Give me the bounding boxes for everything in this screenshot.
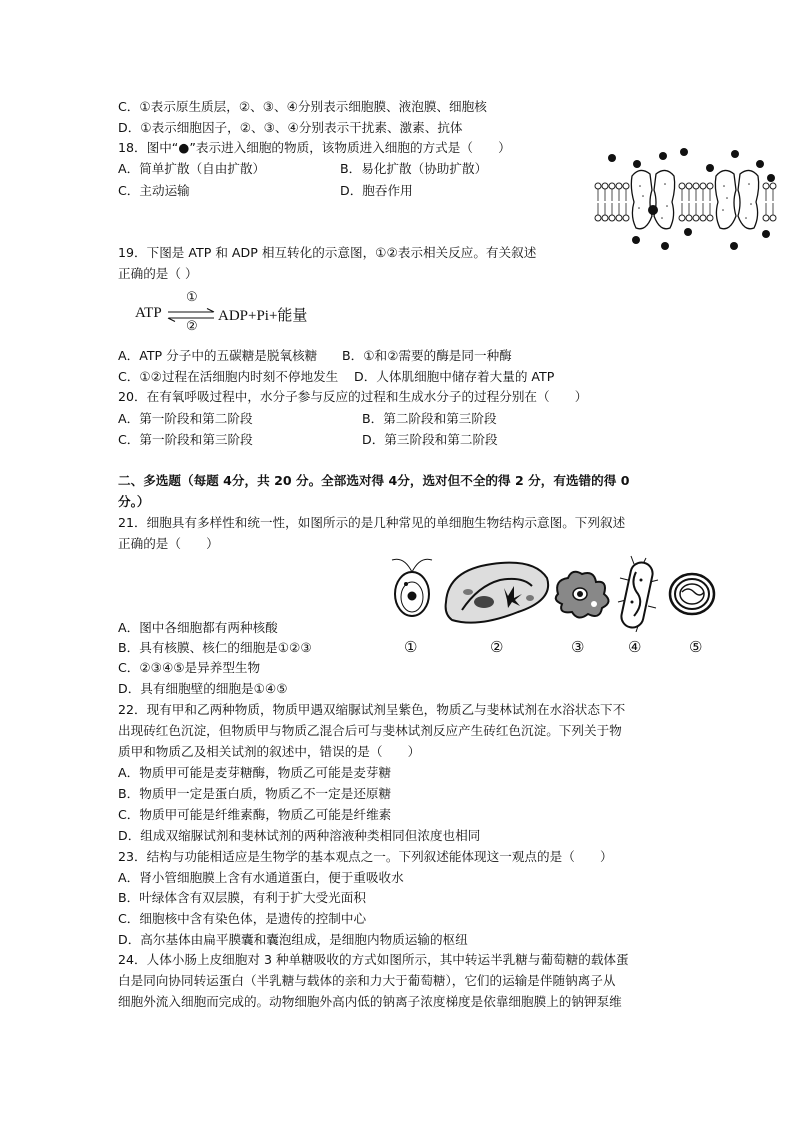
reaction-1-label: ① — [186, 289, 198, 304]
solute-dot — [762, 230, 770, 238]
q19-option-a: A．ATP 分子中的五碳糖是脱氧核糖 — [118, 348, 318, 363]
q20-option-a: A．第一阶段和第二阶段 — [118, 411, 253, 426]
membrane-transport-figure — [590, 146, 782, 254]
solute-dot — [661, 242, 669, 250]
solute-in-channel — [648, 205, 658, 215]
solute-dot — [756, 160, 764, 168]
cell-3-amoeba — [556, 572, 609, 618]
q20-option-b: B．第二阶段和第三阶段 — [362, 411, 497, 426]
cell-1-chlamydomonas — [392, 559, 432, 616]
q18-option-c: C．主动运输 — [118, 183, 190, 198]
q22-stem-line3: 质甲和物质乙及相关试剂的叙述中，错误的是（ ） — [118, 744, 421, 759]
solute-dot — [608, 154, 616, 162]
cell-label-3: ③ — [571, 640, 585, 656]
carrier-protein-left-half — [715, 170, 736, 228]
solute-dot — [730, 242, 738, 250]
q23-option-b: B．叶绿体含有双层膜，有利于扩大受光面积 — [118, 890, 366, 905]
q19-option-d: D．人体肌细胞中储存着大量的 ATP — [354, 369, 555, 384]
q21-stem-line1: 21．细胞具有多样性和统一性，如图所示的是几种常见的单细胞生物结构示意图。下列叙述 — [118, 515, 626, 530]
q21-option-b: B．具有核膜、核仁的细胞是①②③ — [118, 640, 312, 655]
solute-dot — [684, 228, 692, 236]
q17-option-c: C．①表示原生质层，②、③、④分别表示细胞膜、液泡膜、细胞核 — [118, 99, 487, 114]
q23-option-a: A．肾小管细胞膜上含有水通道蛋白，便于重吸收水 — [118, 870, 404, 885]
q18-option-b: B．易化扩散（协助扩散） — [340, 161, 488, 176]
adp-label: ADP+Pi+能量 — [218, 308, 308, 324]
cell-2-protozoan — [446, 563, 549, 623]
section-2-title-line1: 二、多选题（每题 4分，共 20 分。全部选对得 4分，选对但不全的得 2 分，有选错的得 0 — [118, 473, 630, 488]
q23-option-d: D．高尔基体由扁平膜囊和囊泡组成，是细胞内物质运输的枢纽 — [118, 932, 468, 947]
section-2-title-line2: 分。） — [118, 494, 150, 509]
q20-stem: 20．在有氧呼吸过程中，水分子参与反应的过程和生成水分子的过程分别在（ ） — [118, 389, 588, 404]
solute-dot — [731, 150, 739, 158]
atp-label: ATP — [135, 305, 162, 321]
q19-option-c: C．①②过程在活细胞内时刻不停地发生 — [118, 369, 339, 384]
reversible-arrow-icon — [166, 308, 216, 322]
q18-option-a: A．简单扩散（自由扩散） — [118, 161, 266, 176]
q17-option-d: D．①表示细胞因子，②、③、④分别表示干扰素、激素、抗体 — [118, 120, 463, 135]
q19-option-b: B．①和②需要的酶是同一种酶 — [342, 348, 512, 363]
solute-dot — [633, 160, 641, 168]
atp-adp-diagram — [130, 289, 330, 336]
cell-label-2: ② — [490, 640, 504, 656]
q24-stem-line2: 白是同向协同转运蛋白（半乳糖与载体的亲和力大于葡萄糖），它们的运输是伴随钠离子从 — [118, 973, 616, 988]
cell-label-5: ⑤ — [689, 640, 703, 656]
q23-stem: 23．结构与功能相适应是生物学的基本观点之一。下列叙述能体现这一观点的是（ ） — [118, 849, 613, 864]
q22-option-d: D．组成双缩脲试剂和斐林试剂的两种溶液种类相同但浓度也相同 — [118, 828, 481, 843]
q22-stem-line2: 出现砖红色沉淀，但物质甲与物质乙混合后可与斐林试剂反应产生砖红色沉淀。下列关于物 — [118, 723, 622, 738]
solute-dot — [680, 148, 688, 156]
q22-option-b: B．物质甲一定是蛋白质，物质乙不一定是还原糖 — [118, 786, 392, 801]
cell-4-bacterium — [618, 556, 658, 632]
solute-dot — [706, 164, 714, 172]
q24-stem-line1: 24．人体小肠上皮细胞对 3 种单糖吸收的方式如图所示，其中转运半乳糖与葡萄糖的载体蛋 — [118, 952, 629, 967]
q18-option-d: D．胞吞作用 — [340, 183, 413, 198]
q22-stem-line1: 22．现有甲和乙两种物质，物质甲遇双缩脲试剂呈紫色，物质乙与斐林试剂在水浴状态下不 — [118, 702, 626, 717]
cell-label-1: ① — [404, 640, 418, 656]
carrier-protein-left-half — [631, 170, 652, 228]
single-cell-organisms-figure — [382, 550, 720, 632]
q22-option-a: A．物质甲可能是麦芽糖酶，物质乙可能是麦芽糖 — [118, 765, 392, 780]
solute-dot — [659, 152, 667, 160]
q19-stem-line1: 19．下图是 ATP 和 ADP 相互转化的示意图，①②表示相关反应。有关叙述 — [118, 245, 537, 260]
q21-option-c: C．②③④⑤是异养型生物 — [118, 660, 261, 675]
reaction-2-label: ② — [186, 318, 198, 333]
q21-option-d: D．具有细胞壁的细胞是①④⑤ — [118, 681, 288, 696]
q20-option-c: C．第一阶段和第三阶段 — [118, 432, 253, 447]
q23-option-c: C．细胞核中含有染色体，是遗传的控制中心 — [118, 911, 367, 926]
solute-dot — [632, 236, 640, 244]
q18-stem: 18．图中“●”表示进入细胞的物质，该物质进入细胞的方式是（ ） — [118, 140, 511, 155]
q21-option-a: A．图中各细胞都有两种核酸 — [118, 620, 278, 635]
q24-stem-line3: 细胞外流入细胞而完成的。动物细胞外高内低的钠离子浓度梯度是依靠细胞膜上的钠钾泵维 — [118, 994, 622, 1009]
q22-option-c: C．物质甲可能是纤维素酶，物质乙可能是纤维素 — [118, 807, 392, 822]
carrier-protein-right-half — [738, 170, 759, 228]
solute-dot — [767, 174, 775, 182]
q21-stem-line2: 正确的是（ ） — [118, 536, 219, 551]
carrier-protein-right-half — [654, 170, 675, 228]
cell-5-round-cell — [670, 574, 714, 614]
cell-label-4: ④ — [628, 640, 642, 656]
q19-stem-line2: 正确的是（ ） — [118, 266, 198, 281]
q20-option-d: D．第三阶段和第二阶段 — [362, 432, 498, 447]
